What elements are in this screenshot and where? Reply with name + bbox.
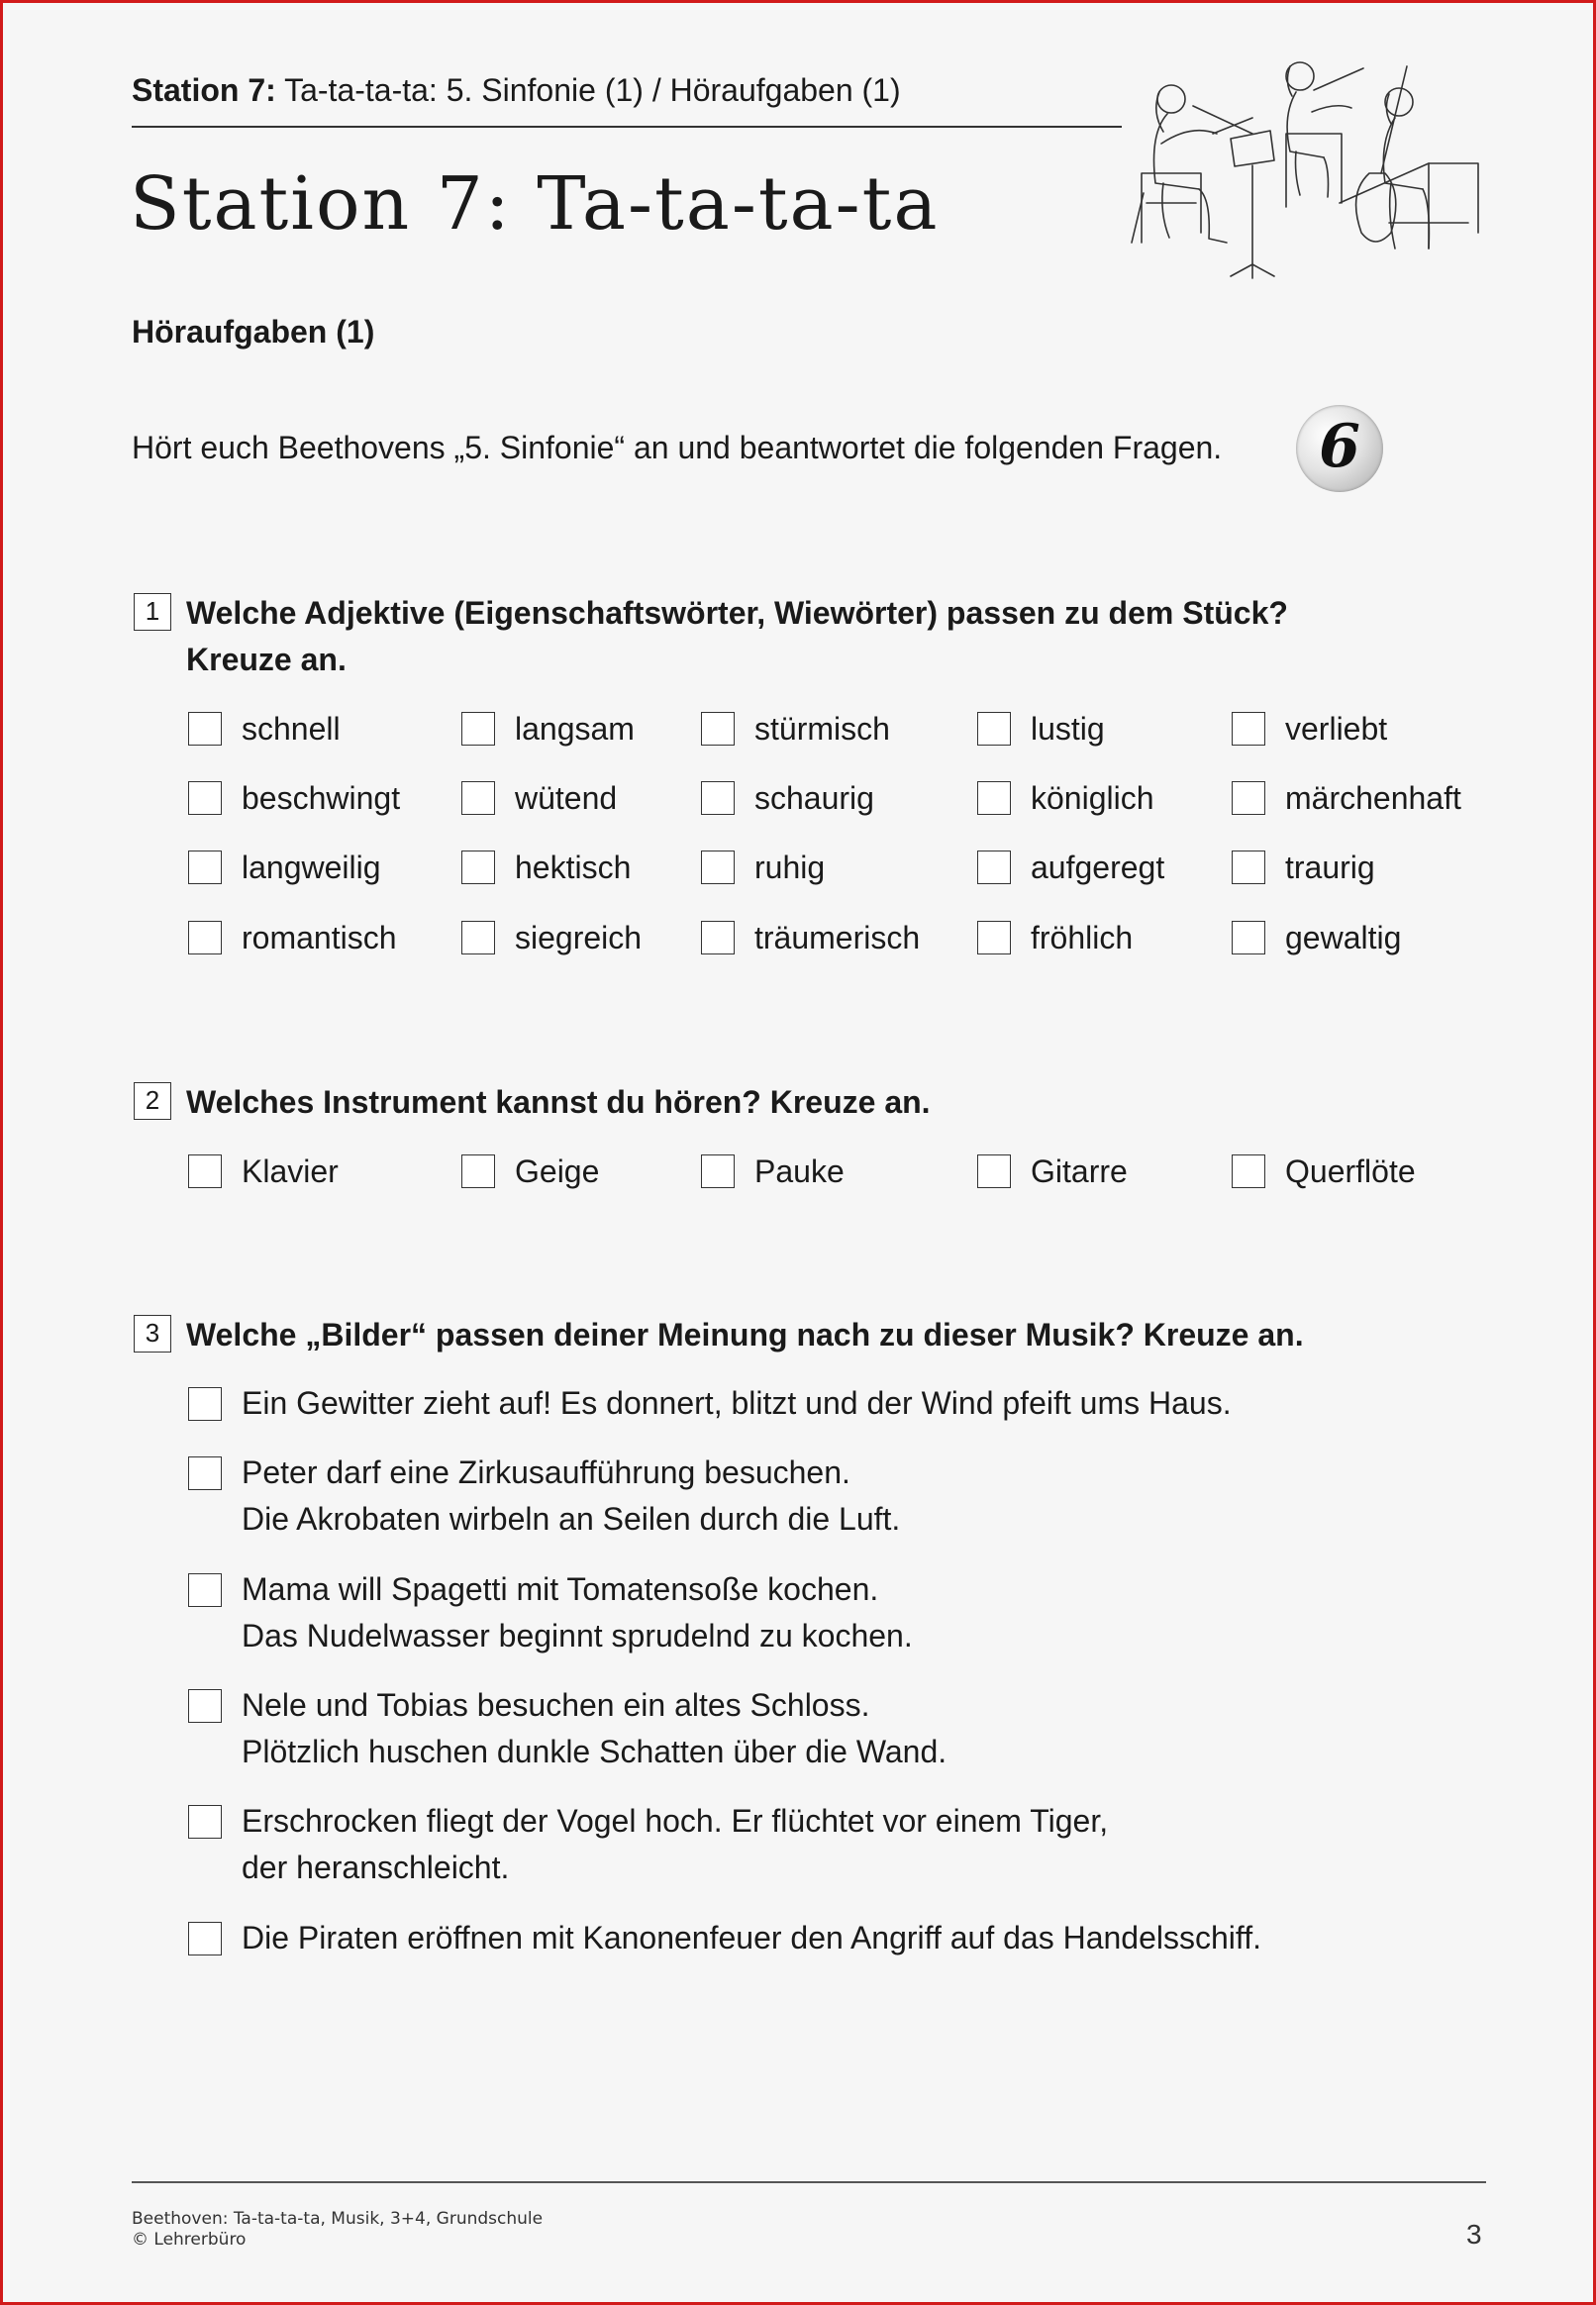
option-label: träumerisch bbox=[754, 920, 921, 955]
option-label bbox=[242, 1798, 1108, 1891]
running-header bbox=[132, 72, 901, 109]
checkbox-wuetend[interactable] bbox=[461, 781, 495, 815]
checkbox-querfloete[interactable] bbox=[1232, 1154, 1265, 1188]
option-label bbox=[242, 1450, 900, 1543]
checkbox-schaurig[interactable] bbox=[701, 781, 735, 815]
question-2-text: Welches Instrument kannst du hören? Kreuze an. bbox=[186, 1084, 931, 1120]
checkbox-lustig[interactable] bbox=[977, 712, 1011, 746]
audio-track-cd-icon bbox=[1296, 405, 1383, 492]
option-label: hektisch bbox=[515, 850, 632, 885]
track-number: 6 bbox=[1319, 412, 1360, 481]
checkbox-hektisch[interactable] bbox=[461, 851, 495, 884]
option-label: königlich bbox=[1031, 780, 1154, 816]
option-label: Geige bbox=[515, 1153, 600, 1189]
checkbox-verliebt[interactable] bbox=[1232, 712, 1265, 746]
option-label bbox=[242, 1915, 1261, 1961]
section-subheading: Höraufgaben (1) bbox=[132, 314, 375, 350]
footer-rule bbox=[132, 2181, 1486, 2183]
option-label: langweilig bbox=[242, 850, 381, 885]
question-1-line-1: Welche Adjektive (Eigenschaftswörter, Wiewörter) passen zu dem Stück? bbox=[186, 595, 1288, 631]
checkbox-froehlich[interactable] bbox=[977, 921, 1011, 954]
option-label: fröhlich bbox=[1031, 920, 1134, 955]
option-label: wütend bbox=[515, 780, 618, 816]
option-line-2: Plötzlich huschen dunkle Schatten über die Wand. bbox=[242, 1734, 948, 1769]
checkbox-langsam[interactable] bbox=[461, 712, 495, 746]
option-label: lustig bbox=[1031, 711, 1105, 747]
option-label: schnell bbox=[242, 711, 341, 747]
header-station-title: Ta-ta-ta-ta: 5. Sinfonie (1) / Höraufgaben (1) bbox=[275, 72, 901, 108]
question-1-line-2: Kreuze an. bbox=[186, 642, 347, 677]
checkbox-pauke[interactable] bbox=[701, 1154, 735, 1188]
checkbox-koeniglich[interactable] bbox=[977, 781, 1011, 815]
checkbox-scene-castle[interactable] bbox=[188, 1689, 222, 1723]
option-line-1: Peter darf eine Zirkusaufführung besuchen. bbox=[242, 1454, 850, 1490]
option-line-2: Das Nudelwasser beginnt sprudelnd zu kochen. bbox=[242, 1618, 913, 1654]
header-rule bbox=[132, 126, 1122, 128]
option-label: Pauke bbox=[754, 1153, 845, 1189]
question-1-number: 1 bbox=[134, 593, 171, 631]
checkbox-traurig[interactable] bbox=[1232, 851, 1265, 884]
option-label: langsam bbox=[515, 711, 635, 747]
option-line-2: Die Akrobaten wirbeln an Seilen durch die Luft. bbox=[242, 1501, 901, 1537]
option-label: verliebt bbox=[1285, 711, 1388, 747]
checkbox-langweilig[interactable] bbox=[188, 851, 222, 884]
option-label: schaurig bbox=[754, 780, 874, 816]
footer-credits bbox=[132, 2209, 543, 2251]
option-label bbox=[242, 1380, 1232, 1427]
checkbox-traeumerisch[interactable] bbox=[701, 921, 735, 954]
option-label: Klavier bbox=[242, 1153, 339, 1189]
page-number: 3 bbox=[1466, 2219, 1482, 2250]
page-title: Station 7: Ta-ta-ta-ta bbox=[130, 161, 940, 247]
option-line-2: der heranschleicht. bbox=[242, 1850, 510, 1885]
option-line-1: Mama will Spagetti mit Tomatensoße kochen. bbox=[242, 1571, 879, 1607]
checkbox-siegreich[interactable] bbox=[461, 921, 495, 954]
question-3-text: Welche „Bilder“ passen deiner Meinung nach zu dieser Musik? Kreuze an. bbox=[186, 1317, 1304, 1353]
question-2-number: 2 bbox=[134, 1082, 171, 1120]
option-label bbox=[242, 1682, 947, 1775]
checkbox-gitarre[interactable] bbox=[977, 1154, 1011, 1188]
checkbox-stuermisch[interactable] bbox=[701, 712, 735, 746]
option-label: traurig bbox=[1285, 850, 1375, 885]
question-1-text bbox=[186, 590, 1288, 683]
option-label: Gitarre bbox=[1031, 1153, 1128, 1189]
option-label: märchenhaft bbox=[1285, 780, 1461, 816]
option-label: Querflöte bbox=[1285, 1153, 1416, 1189]
option-label: aufgeregt bbox=[1031, 850, 1165, 885]
checkbox-romantisch[interactable] bbox=[188, 921, 222, 954]
option-line-1: Nele und Tobias besuchen ein altes Schloss. bbox=[242, 1687, 870, 1723]
footer-source: Beethoven: Ta-ta-ta-ta, Musik, 3+4, Grundschule bbox=[132, 2209, 544, 2229]
checkbox-scene-cooking[interactable] bbox=[188, 1573, 222, 1607]
question-3-number: 3 bbox=[134, 1315, 171, 1353]
instruction-text: Hört euch Beethovens „5. Sinfonie“ an und beantwortet die folgenden Fragen. bbox=[132, 430, 1223, 465]
footer-copyright: © Lehrerbüro bbox=[132, 2230, 247, 2250]
option-label: ruhig bbox=[754, 850, 826, 885]
option-label: siegreich bbox=[515, 920, 643, 955]
checkbox-gewaltig[interactable] bbox=[1232, 921, 1265, 954]
checkbox-geige[interactable] bbox=[461, 1154, 495, 1188]
option-label: romantisch bbox=[242, 920, 397, 955]
option-line-1: Die Piraten eröffnen mit Kanonenfeuer den Angriff auf das Handelsschiff. bbox=[242, 1920, 1261, 1955]
checkbox-scene-thunderstorm[interactable] bbox=[188, 1387, 222, 1421]
checkbox-schnell[interactable] bbox=[188, 712, 222, 746]
option-line-1: Ein Gewitter zieht auf! Es donnert, blitzt und der Wind pfeift ums Haus. bbox=[242, 1385, 1232, 1421]
option-label: gewaltig bbox=[1285, 920, 1402, 955]
string-trio-musicians-illustration bbox=[1102, 54, 1498, 302]
option-label bbox=[242, 1566, 913, 1659]
checkbox-ruhig[interactable] bbox=[701, 851, 735, 884]
option-label: stürmisch bbox=[754, 711, 890, 747]
checkbox-klavier[interactable] bbox=[188, 1154, 222, 1188]
checkbox-scene-circus[interactable] bbox=[188, 1456, 222, 1490]
option-line-1: Erschrocken fliegt der Vogel hoch. Er flüchtet vor einem Tiger, bbox=[242, 1803, 1109, 1839]
checkbox-beschwingt[interactable] bbox=[188, 781, 222, 815]
checkbox-aufgeregt[interactable] bbox=[977, 851, 1011, 884]
checkbox-scene-pirates[interactable] bbox=[188, 1922, 222, 1955]
checkbox-maerchenhaft[interactable] bbox=[1232, 781, 1265, 815]
option-label: beschwingt bbox=[242, 780, 401, 816]
checkbox-scene-bird-tiger[interactable] bbox=[188, 1805, 222, 1839]
header-station-label: Station 7: bbox=[132, 72, 276, 108]
